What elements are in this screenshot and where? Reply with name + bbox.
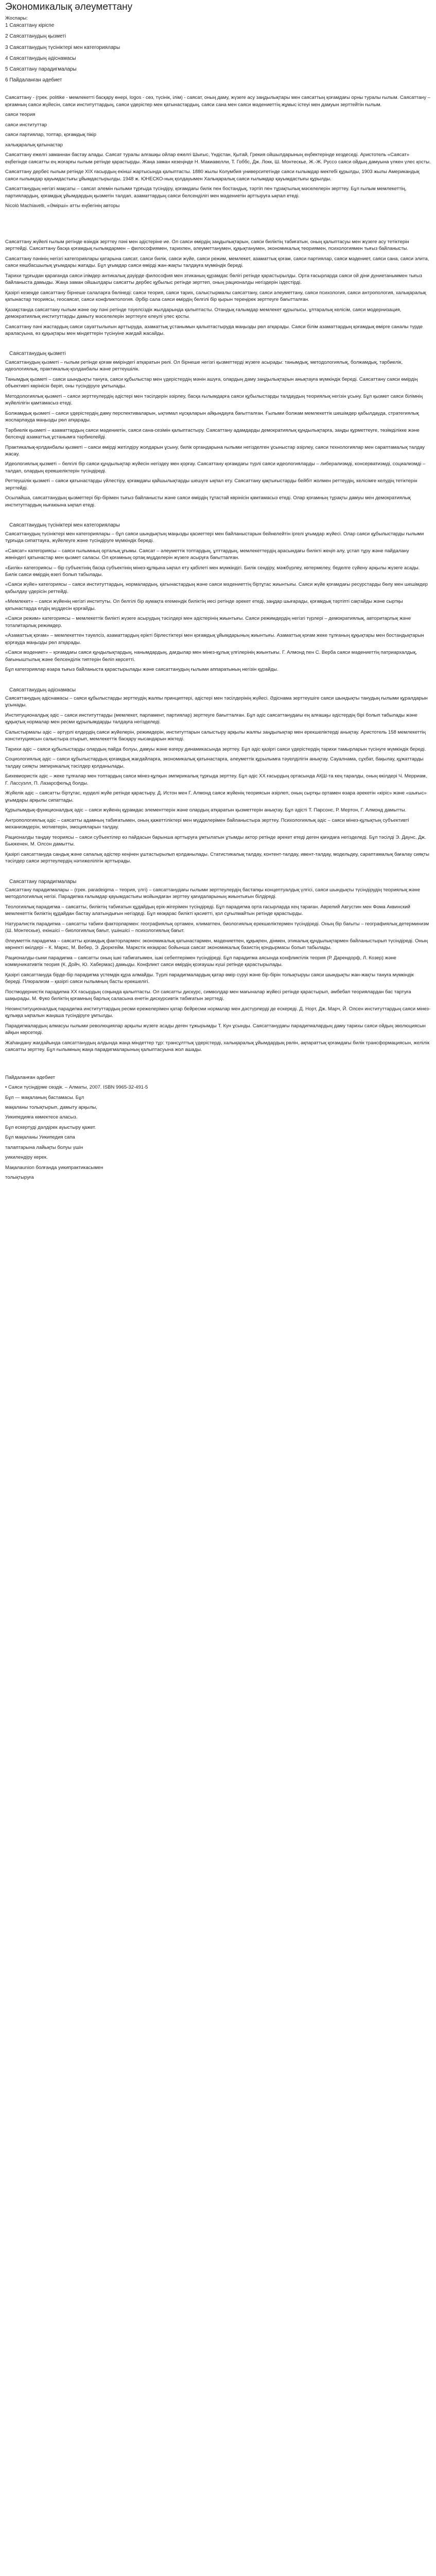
image-caption: Nicolò Machiavelli, «Әмірші» атты еңбегінің авторы	[5, 203, 120, 209]
toc-link[interactable]: 4 Саясаттанудың әдіснамасы	[5, 55, 76, 61]
section-paragraph: Методологиялық қызметі – саяси зерттеулердің әдістері мен тәсілдерін әзірлеу, басқа ғылымдарға саяси құбылыстарды талдаудың теориялық негізін ұсыну. Бұл қызмет саяси білімнің жүйелілігін қамтамасыз етеді.	[5, 393, 423, 406]
stub-notice-line: Бұл ескертуді дәлдірек ауыстыру қажет.	[5, 1124, 96, 1130]
toc-link[interactable]: 6 Пайдаланған әдебиет	[5, 77, 62, 83]
section-paradigms	[5, 878, 431, 1054]
toc-list	[5, 22, 431, 84]
section-paragraph: Осылайша, саясаттанудың қызметтері бір-бірімен тығыз байланысты және саяси өмірдің тұтастай көрінісін қамтамасыз етеді. Олар қоғамның тұрақты дамуы мен демократиялық институттардың нығаюына ықпал етеді.	[5, 495, 411, 508]
stub-notice-line: Уикипедияға көмектесе аласыз.	[5, 1114, 78, 1121]
body-section	[5, 239, 431, 337]
toc-item[interactable]	[5, 55, 431, 62]
literature-item: • Саяси түсіндірме сөздік. – Алматы, 2007. ISBN 9965-32-491-5	[5, 1084, 148, 1091]
toc-link[interactable]: 3 Саясаттанудың түсініктері мен категориялары	[5, 44, 120, 50]
table-of-contents	[5, 15, 431, 84]
section-paragraph: Саясаттану парадигмалары – (грек. paradeigma – теория, үлгі) – саясаттанудағы ғылыми зерттеулердің бастапқы концептуалдық үлгісі, саяси шындықты түсіндірудің теориялық және методологиялық негізі. Парадигма ғалымдар қауымдастығы мойындаған зерттеу қағидаларының жиынтығын білдіреді.	[5, 887, 420, 900]
section-paragraph: Реттеушілік қызметі – саяси қатынастарды үйлестіру, қоғамдағы қайшылықтарды шешуге ықпал ету. Саясаттану қақтығыстарды бейбіт жолмен реттеудің, келісімге келудің тетіктерін зерттейді.	[5, 478, 417, 491]
section-heading: Саясаттанудың қызметі	[9, 351, 66, 357]
body-paragraph: Саясаттану жүйелі ғылым ретінде өзіндік зерттеу пәні мен әдістеріне ие. Ол саяси өмірдің заңдылықтарын, саяси биліктің табиғатын, оның қалыптасуы мен жүзеге асу тетіктерін зерттейді. Саясаттану басқа қоғамдық ғылымдармен – философиямен, тарихпен, әлеуметтанумен, құқықтанумен, экономикалық теориямен, психологиямен тығыз байланысты.	[5, 239, 409, 252]
toc-link[interactable]: 1 Саясаттану кіріспе	[5, 23, 55, 29]
section-paragraph: Бихевиористік әдіс – жеке тұлғалар мен топтардың саяси мінез-құлқын эмпирикалық тұрғыда зерттеу. Бұл әдіс XX ғасырдың ортасында АҚШ-та кең таралды, оның өкілдері Ч. Мерриам, Г. Лассуэлл, П. Лазарсфельд болды.	[5, 773, 427, 786]
toc-item[interactable]	[5, 66, 431, 73]
section-paragraph: Жаһандану жағдайында саясаттанудың алдында жаңа міндеттер тұр: трансұлттық үдерістерді, халықаралық ұйымдардың рөлін, ақпараттық қоғамдағы билік трансформациясын, желілік саясатты зерттеу. Бұл ғылымның жаңа парадигмаларының қалыптасуына жол ашады.	[5, 1040, 430, 1053]
section-paragraph: Натуралистік парадигма – саясатты табиғи факторлармен: географиялық ортамен, климатпен, биологиялық ерекшеліктермен түсіндіреді. Оның бір бағыты – географиялық детерминизм (Ш. Монтескье), екіншісі – биологиялық бағыт, үшіншісі – психологиялық бағыт.	[5, 921, 429, 934]
page-title: Экономикалық әлеуметтану	[5, 2, 133, 12]
section-methodology	[5, 687, 431, 865]
body-paragraph: Қазіргі кезеңде саясаттану бірнеше салаларға бөлінеді: саяси теория, саяси тарих, салыстырмалы саясаттану, саяси әлеуметтану, саяси психология, саяси антропология, халықаралық қатынастар теориясы, геосаясат, саяси конфликтология. Әрбір сала саяси өмірдің белгілі бір қырын тереңірек зерттеуге бағытталған.	[5, 290, 426, 303]
section-paragraph: Тарихи әдіс – саяси құбылыстарды олардың пайда болуы, дамуы және өзгеру динамикасында зерттеу. Бұл әдіс қазіргі саяси үдерістердің тарихи тамырларын түсінуге мүмкіндік береді.	[5, 746, 426, 752]
stub-notice-line: Бұл — мақаланың бастамасы. Бұл	[5, 1094, 84, 1100]
section-paragraph: Қазіргі саясаттануда сандық және сапалық әдістер кеңінен ұштастырылып қолданылады. Статистикалық талдау, контент-талдау, ивент-талдау, модельдеу, сараптамалық бағалау сияқты тәсілдер саяси зерттеулердің нәтижелілігін арттырады.	[5, 851, 429, 865]
body-paragraph: Тарихи тұрғыдан қарағанда саяси ілімдер антикалық дәуірде философия мен этиканың құрамдас бөлігі ретінде қарастырылды. Орта ғасырларда саяси ой діни дүниетаныммен тығыз байланыста дамыды. Жаңа заман ойшылдары саясатты дербес құбылыс ретінде зерттеп, оның рационалды негіздерін іздестірді.	[5, 273, 422, 286]
intro-list-item: халықаралық қатынастар	[5, 142, 63, 148]
section-paragraph: Болжамдық қызметі – саяси үдерістердің даму перспективаларын, ықтимал нұсқаларын айқындауға бағытталған. Ғылыми болжам мемлекеттік шешімдер қабылдауда, стратегиялық жоспарлауда маңызды рөл атқарады.	[5, 410, 419, 423]
section-paragraph: Жүйелік әдіс – саясатты біртұтас, күрделі жүйе ретінде қарастыру. Д. Истон мен Г. Алмонд саяси жүйенің теориясын әзірлеп, оның сыртқы ортамен өзара әрекетін «кіріс» және «шығыс» ұғымдары арқылы сипаттады.	[5, 790, 427, 803]
section-paragraph: Тәрбиелік қызметі – азаматтардың саяси мәдениетін, саяси сана-сезімін қалыптастыру. Саясаттану адамдарды демократиялық құндылықтарға, заңды құрметтеуге, төзімділікке және белсенді азаматтық ұстанымға тәрбиелейді.	[5, 427, 420, 440]
section-paragraph: Рационалды таңдау теориясы – саяси субъектілер өз пайдасын барынша арттыруға ұмтылатын ұтымды актор ретінде әрекет етеді деген қағидаға негізделеді. Бұл тәсілді Э. Даунс, Дж. Бьюкенен, М. Олсон дамытты.	[5, 834, 426, 848]
intro-paragraph: Саясаттану - (грек. politike - мемлекетті басқару өнері, logos - сөз, түсінік, ілім) - саясат, оның даму, жүзеге асу заңдылықтары мен саясаттың қоғамдағы орны туралы ғылым. Саясаттану – қоғамның саяси жүйесін, саяси институттардың, саяси үдерістер мен қатынастардың, саяси сана мен саяси мәдениеттің жұмыс істеуі мен дамуын зерттейтін ғылым.	[5, 95, 430, 108]
toc-item[interactable]	[5, 77, 431, 84]
section-paragraph: Теологиялық парадигма – саясатты, биліктің табиғатын құдайдың ерік-жігерімен түсіндіреді. Бұл парадигма орта ғасырларда кең тараған. Аврелий Августин мен Фома Аквинский мемлекеттік биліктің құдайдан бастау алатындығын негіздеді. Бұл көзқарас билікті қасиетті, қол сұғылмайтын ретінде қарастырды.	[5, 904, 410, 917]
toc-link[interactable]: 2 Саясаттанудың қызметі	[5, 33, 66, 40]
section-paragraph: Саясаттанудың түсініктері мен категориялары – бұл саяси шындықтың маңызды қасиеттері мен байланыстарын бейнелейтін іргелі ұғымдар жүйесі. Олар саяси құбылыстарды ғылыми тұрғыда сипаттауға, жүйелеуге және түсіндіруге мүмкіндік береді.	[5, 531, 424, 544]
section-paragraph: «Саяси режим» категориясы – мемлекеттік билікті жүзеге асырудың тәсілдері мен әдістерінің жиынтығы. Саяси режимдердің негізгі түрлері – демократиялық, авторитарлық және тоталитарлық режимдер.	[5, 616, 411, 629]
section-paragraph: «Саяси жүйе» категориясы – саяси институттардың, нормалардың, қатынастардың және саяси мәдениеттің біртұтас жиынтығы. Саяси жүйе қоғамдағы ресурстарды бөлу мен шешімдер қабылдау үдерісін реттейді.	[5, 582, 428, 595]
section-paragraph: Танымдық қызметі – саяси шындықты тануға, саяси құбылыстар мен үдерістердің мәнін ашуға, олардың даму заңдылықтарын анықтауға мүмкіндік береді. Саясаттану саяси өмірдің объективті көрінісін беріп, оны түсіндіруге ұмтылады.	[5, 376, 418, 389]
intro-section	[5, 94, 431, 209]
notice-line: Мақалаunion болғанда уикипрактикасымен	[5, 1164, 103, 1171]
section-paragraph: Институционалдық әдіс – саяси институттарды (мемлекет, парламент, партиялар) зерттеуге бағытталған. Бұл әдіс саясаттанудағы ең алғашқы әдістердің бірі болып табылады және құқықтық нормалар мен ресми құрылымдарды талдауға негізделеді.	[5, 712, 417, 725]
section-paragraph: «Азаматтық қоғам» – мемлекеттен тәуелсіз, азаматтардың ерікті бірлестіктері мен қоғамдық ұйымдарының жиынтығы. Азаматтық қоғам жеке тұлғаның құқықтары мен бостандықтарын қорғауда маңызды рөл атқарады.	[5, 633, 424, 646]
section-concepts	[5, 522, 431, 673]
intro-list-item: саяси институттар	[5, 122, 47, 128]
literature-heading: Пайдаланған әдебиет	[5, 1074, 56, 1080]
section-paragraph: Салыстырмалы әдіс – әртүрлі елдердің саяси жүйелерін, режимдерін, институттарын салыстыру арқылы жалпы заңдылықтар мен ерекшеліктерді анықтау. Аристотель 158 мемлекеттің конституциясын салыстыра отырып, мемлекеттік басқару нысандарын жіктеді.	[5, 729, 426, 742]
section-paragraph: Социологиялық әдіс – саяси құбылыстардың қоғамдық жағдайларға, экономикалық қатынастарға, әлеуметтік құрылымға тәуелділігін анықтау. Сауалнама, сұхбат, бақылау, құжаттарды талдау сияқты эмпирикалық тәсілдер қолданылады.	[5, 756, 424, 769]
section-paragraph: «Мемлекет» – саяси жүйенің негізгі институты. Ол белгілі бір аумақта егемендік биліктің иесі ретінде әрекет етеді, заңдар шығарады, қоғамдық тәртіпті сақтайды және сыртқы қатынастарда елдің мүддесін қорғайды.	[5, 599, 403, 612]
toc-item[interactable]	[5, 33, 431, 40]
section-paragraph: Саясаттанудың қызметі – ғылым ретінде қоғам өміріндегі атқаратын рөлі. Ол бірнеше негізгі қызметтерді жүзеге асырады: танымдық, методологиялық, болжамдық, тәрбиелік, идеологиялық, практикалық-қолданбалы және реттеушілік.	[5, 359, 403, 372]
section-paragraph: Әлеуметтік парадигма – саясатты қоғамдық факторлармен: экономикалық қатынастармен, мәдениетпен, құқықпен, дінмен, этикалық құндылықтармен байланыстырып түсіндіреді. Оның көрнекті өкілдері – К. Маркс, М. Вебер, Э. Дюркгейм. Маркстік көзқарас бойынша саясат экономикалық базистің қондырмасы болып табылады.	[5, 938, 428, 951]
toc-item[interactable]	[5, 22, 431, 29]
article	[0, 0, 436, 1181]
wikify-notice-line: уикилендіру керек.	[5, 1155, 48, 1161]
section-paragraph: Антропологиялық әдіс – саясатты адамның табиғатымен, оның қажеттіліктері мен мүдделерімен байланыстыра зерттеу. Психологиялық әдіс – саяси мінез-құлықтың субъективті механизмдерін, мотивтерін, эмоцияларын талдау.	[5, 817, 409, 831]
section-paragraph: Құрылымдық-функционалдық әдіс – саяси жүйенің құрамдас элементтерін және олардың атқаратын қызметтерін анықтау. Бұл әдісті Т. Парсонс, Р. Мертон, Г. Алмонд дамытты.	[5, 807, 407, 814]
section-paragraph: Парадигмалардың алмасуы ғылыми революциялар арқылы жүзеге асады деген тұжырымды Т. Кун ұсынды. Саясаттанудағы парадигмалардың даму тарихы саяси ойдың эволюциясын айқын көрсетеді.	[5, 1023, 426, 1036]
intro-list-item: саяси партиялар, топтар, қоғамдық пікір	[5, 132, 97, 138]
section-paragraph: Қазіргі саясаттануда бірде-бір парадигма үстемдік құра алмайды. Түрлі парадигмалардың қатар өмір сүруі және бір-бірін толықтыруы саяси шындықты жан-жақты тануға мүмкіндік береді. Плюрализм – қазіргі саяси ғылымның басты ерекшелігі.	[5, 972, 414, 985]
notice-line: толықтыруға	[5, 1175, 34, 1181]
section-paragraph: «Билік» категориясы – бір субъектінің басқа субъектінің мінез-құлқына ықпал ету қабілеті мен мүмкіндігі. Билік сендіру, мәжбүрлеу, көтермелеу, беделге сүйену арқылы жүзеге асады. Билік саяси өмірдің өзегі болып табылады.	[5, 565, 420, 578]
intro-paragraph: Саясаттану ежелгі заманнан бастау алады. Саясат туралы алғашқы ойлар ежелгі Шығыс, Үндістан, Қытай, Грекия ойшылдарының еңбектерінде кездеседі. Аристотель «Саясат» еңбегінде саясатты ең жоғарғы ғылым ретінде қарастырды. Жаңа заман кезеңінде Н. Макиавелли, Т. Гоббс, Дж. Локк, Ш. Монтескье, Ж.-Ж. Руссо саяси ойдың дамуына үлкен үлес қосты.	[5, 152, 431, 165]
body-paragraph: Қазақстанда саясаттану ғылым және оқу пәні ретінде тәуелсіздік жылдарында қалыптасты. Отандық ғалымдар мемлекет құрылысы, ұлтаралық келісім, саяси модернизация, демократиялық институттарды дамыту мәселелерін зерттеуге елеулі үлес қосты.	[5, 307, 402, 320]
section-paragraph: Практикалық-қолданбалы қызметі – саяси өмірді жетілдіру жолдарын ұсыну, билік органдарына ғылыми негізделген ұсыныстар әзірлеу, саяси технологиялар мен сараптамалық талдау жасау.	[5, 444, 425, 457]
section-heading: Саясаттанудың түсініктері мен категориялары	[9, 522, 120, 529]
section-paragraph: Неоинституционалдық парадигма институттардың ресми ережелерімен қатар бейресми нормалар мен дәстүрлерді де ескереді. Д. Норт, Дж. Марч, Й. Олсен институттардың саяси мінез-құлыққа ықпалын жаңаша түсіндіруге ұмтылды.	[5, 1006, 431, 1019]
section-heading: Саясаттанудың әдіснамасы	[9, 687, 76, 693]
body-paragraph: Саясаттану пәні жастардың саяси сауаттылығын арттыруда, азаматтық ұстанымын қалыптастыруда маңызды рөл атқарады. Саяси білім азаматтардың қоғамдық өмірге саналы түрде араласуына, өз құқықтары мен міндеттерін түсінуіне жағдай жасайды.	[5, 324, 423, 336]
literature-section	[5, 1074, 431, 1181]
toc-item[interactable]	[5, 44, 431, 52]
intro-paragraph: Саясаттану дербес ғылым ретінде XIX ғасырдың екінші жартысында қалыптасты. 1880 жылы Колумбия университетінде саяси ғылымдар мектебі құрылды, 1903 жылы Американдық саяси ғылымдар қауымдастығы ұйымдастырылды. 1948 ж. ЮНЕСКО-ның қолдауымен Халықаралық саяси ғылымдар қауымдастығы құрылды.	[5, 169, 420, 182]
toc-link[interactable]: 5 Саясаттану парадигмалары	[5, 66, 77, 72]
image-placeholder	[5, 213, 431, 239]
section-paragraph: Идеологиялық қызметі – белгілі бір саяси құндылықтар жүйесін негіздеу мен қорғау. Саясаттану қоғамдағы түрлі саяси идеологияларды – либерализмді, консерватизмді, социализмді – талдап, олардың ерекшеліктерін түсіндіреді.	[5, 461, 426, 474]
wikify-notice-line: талаптарына лайықты болуы үшін	[5, 1144, 83, 1150]
section-heading: Саясаттану парадигмалары	[9, 878, 77, 885]
wikify-notice-line: Бұл мақаланы Уикипедия сапа	[5, 1134, 75, 1141]
section-paragraph: Саясаттанудың әдіснамасы – саяси құбылыстарды зерттеудің жалпы принциптері, әдістері мен тәсілдерінің жүйесі. Әдіснама зерттеушіге саяси шындықты танудың ғылыми құралдарын ұсынады.	[5, 695, 428, 708]
section-functions	[5, 350, 431, 509]
toc-label: Жоспары:	[5, 15, 28, 21]
section-paragraph: «Саясат» категориясы – саяси ғылымның орталық ұғымы. Саясат – әлеуметтік топтардың, ұлттардың, мемлекеттердің арасындағы билікті жеңіп алу, ұстап тұру және пайдалану жөніндегі қатынастар мен қызмет саласы. Ол қоғамның ортақ мүдделерін жүзеге асыруға бағытталған.	[5, 548, 409, 561]
body-paragraph: Саясаттану пәнінің негізгі категориялары қатарына саясат, саяси билік, саяси жүйе, саяси режим, мемлекет, азаматтық қоғам, саяси партиялар, саяси мәдениет, саяси сана, саяси элита, саяси көшбасшылық ұғымдары жатады. Бұл ұғымдар саяси өмірді жан-жақты талдауға мүмкіндік береді.	[5, 256, 429, 269]
section-paragraph: Постмодернистік парадигма XX ғасырдың соңында қалыптасты. Ол саясатты дискурс, символдар мен мағыналар жүйесі ретінде қарастырып, әмбебап теориялардан бас тартуға шақырады. М. Фуко биліктің қоғамның барлық саласына енетін дискурсивтік табиғатын зерттеді.	[5, 989, 411, 1002]
section-paragraph: Рационалды-сыни парадигма – саясатты оның ішкі табиғатымен, ішкі себептерімен түсіндіреді. Бұл парадигма аясында конфликтілік теория (Р. Дарендорф, Л. Козер) және коммуникативтік теория (К. Дойч, Ю. Хабермас) дамыды. Конфликт саяси өмірдің қозғаушы күші ретінде қарастырылады.	[5, 955, 396, 968]
stub-notice-line: мақаланы толықтырып, дамыту арқылы,	[5, 1105, 97, 1110]
section-paragraph: Бұл категориялар өзара тығыз байланыста қарастырылады және саясаттанудың ғылыми аппаратының негізін құрайды.	[5, 667, 278, 673]
intro-paragraph: Саясаттанудың негізгі мақсаты – саясат әлемін ғылыми тұрғыда түсіндіру, қоғамдағы билік пен бостандық, тәртіп пен тұрақтылық мәселелерін зерттеу. Бұл ғылым мемлекеттің, партиялардың, қоғамдық ұйымдардың қызметін талдап, азаматтардың саяси белсенділігі мен мәдениетін арттыруға ықпал етеді.	[5, 186, 407, 199]
intro-list-item: саяси теория	[5, 112, 36, 118]
section-paragraph: «Саяси мәдениет» – қоғамдағы саяси құндылықтардың, нанымдардың, дағдылар мен мінез-құлық үлгілерінің жиынтығы. Г. Алмонд пен С. Верба саяси мәдениеттің патриархалдық, бағыныштылық және белсенділік типтерін бөліп көрсетті.	[5, 650, 417, 663]
